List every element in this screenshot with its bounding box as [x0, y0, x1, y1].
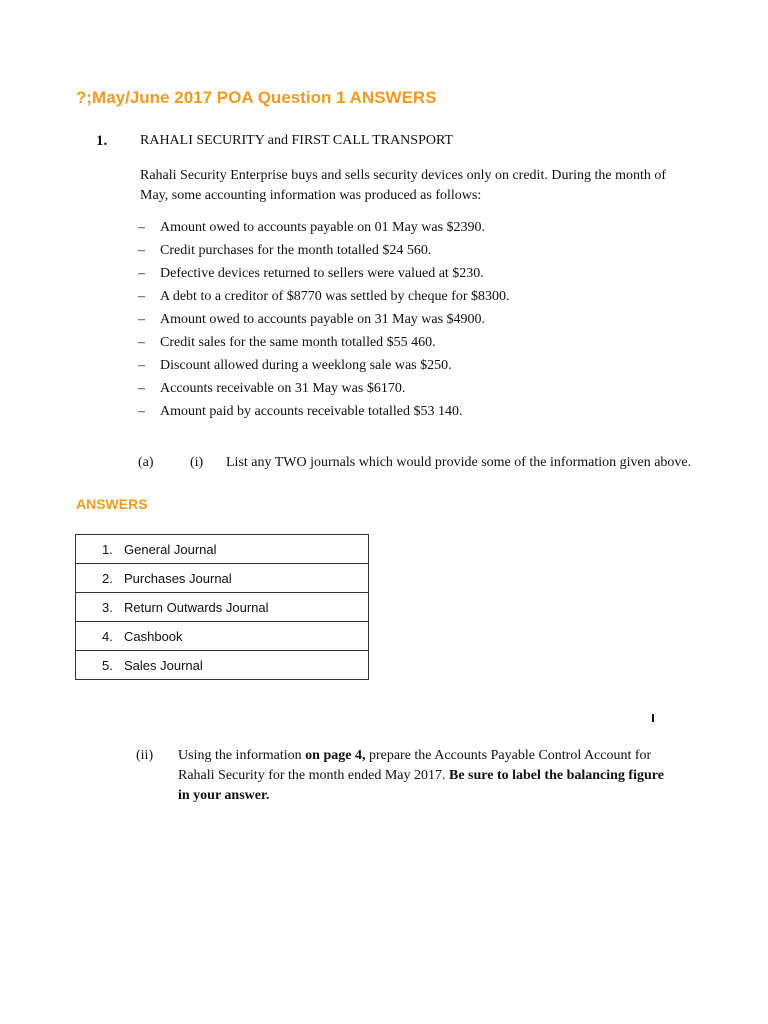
list-item-text: Discount allowed during a weeklong sale was $250.: [160, 358, 452, 373]
list-item-text: Credit sales for the same month totalled $55 460.: [160, 335, 436, 350]
part-aii-bold-1: on page 4,: [305, 748, 366, 763]
list-item: [138, 243, 510, 266]
list-item: [138, 289, 510, 312]
list-item-text: Defective devices returned to sellers were valued at $230.: [160, 266, 484, 281]
list-item-text: Amount owed to accounts payable on 01 May was $2390.: [160, 220, 486, 235]
list-item-text: Credit purchases for the month totalled $24 560.: [160, 243, 432, 258]
answer-label: Sales Journal: [124, 657, 203, 673]
dash-marker: –: [138, 266, 145, 281]
list-item-text: A debt to a creditor of $8770 was settled by cheque for $8300.: [160, 289, 510, 304]
information-list: [138, 220, 510, 427]
dash-marker: –: [138, 335, 145, 350]
answer-number: 4.: [102, 628, 113, 644]
answer-cell: [76, 564, 369, 593]
table-row: [76, 535, 369, 564]
page-title: ?;May/June 2017 POA Question 1 ANSWERS: [76, 88, 437, 107]
dash-marker: –: [138, 404, 145, 419]
list-item-text: Accounts receivable on 31 May was $6170.: [160, 381, 406, 396]
part-a-i: [138, 455, 691, 471]
question-intro: Rahali Security Enterprise buys and sells security devices only on credit. During the month of May, some accounting information was produced as follows:: [140, 168, 667, 203]
table-row: [76, 622, 369, 651]
answer-label: General Journal: [124, 541, 217, 557]
dash-marker: –: [138, 220, 145, 235]
list-item: [138, 312, 510, 335]
table-row: [76, 564, 369, 593]
scan-mark: [652, 714, 654, 722]
dash-marker: –: [138, 358, 145, 373]
list-item: [138, 220, 510, 243]
answer-cell: [76, 593, 369, 622]
answer-number: 3.: [102, 599, 113, 615]
table-row: [76, 593, 369, 622]
answer-label: Return Outwards Journal: [124, 599, 269, 615]
answer-cell: [76, 535, 369, 564]
list-item: [138, 381, 510, 404]
part-aii-bold-2: Be sure to label the balancing figure in your answer.: [178, 768, 664, 803]
answer-number: 1.: [102, 541, 113, 557]
dash-marker: –: [138, 289, 145, 304]
list-item-text: Amount paid by accounts receivable totalled $53 140.: [160, 404, 463, 419]
part-a-label: (a): [138, 455, 154, 470]
list-item-text: Amount owed to accounts payable on 31 May was $4900.: [160, 312, 486, 327]
answers-heading: ANSWERS: [76, 496, 148, 512]
list-item: [138, 358, 510, 381]
part-a-sub-label: (i): [190, 455, 204, 470]
table-row: [76, 651, 369, 680]
answer-number: 5.: [102, 657, 113, 673]
answer-cell: [76, 651, 369, 680]
answer-number: 2.: [102, 570, 113, 586]
answer-label: Cashbook: [124, 628, 183, 644]
list-item: [138, 335, 510, 358]
part-aii-text-1: Using the information: [178, 748, 306, 763]
list-item: [138, 266, 510, 289]
dash-marker: –: [138, 312, 145, 327]
part-a-text: List any TWO journals which would provide some of the information given above.: [226, 455, 692, 470]
answers-table: [75, 534, 369, 680]
question-number: 1.: [96, 133, 108, 149]
part-aii-text: [178, 746, 678, 806]
answer-cell: [76, 622, 369, 651]
question-heading: RAHALI SECURITY and FIRST CALL TRANSPORT: [140, 133, 454, 148]
part-aii-sub-label: (ii): [136, 748, 154, 763]
answer-label: Purchases Journal: [124, 570, 232, 586]
part-aii-text-2: prepare the Accounts Payable Control Account for Rahali Security for the month ended May 2017.: [178, 748, 652, 783]
dash-marker: –: [138, 243, 145, 258]
list-item: [138, 404, 510, 427]
dash-marker: –: [138, 381, 145, 396]
